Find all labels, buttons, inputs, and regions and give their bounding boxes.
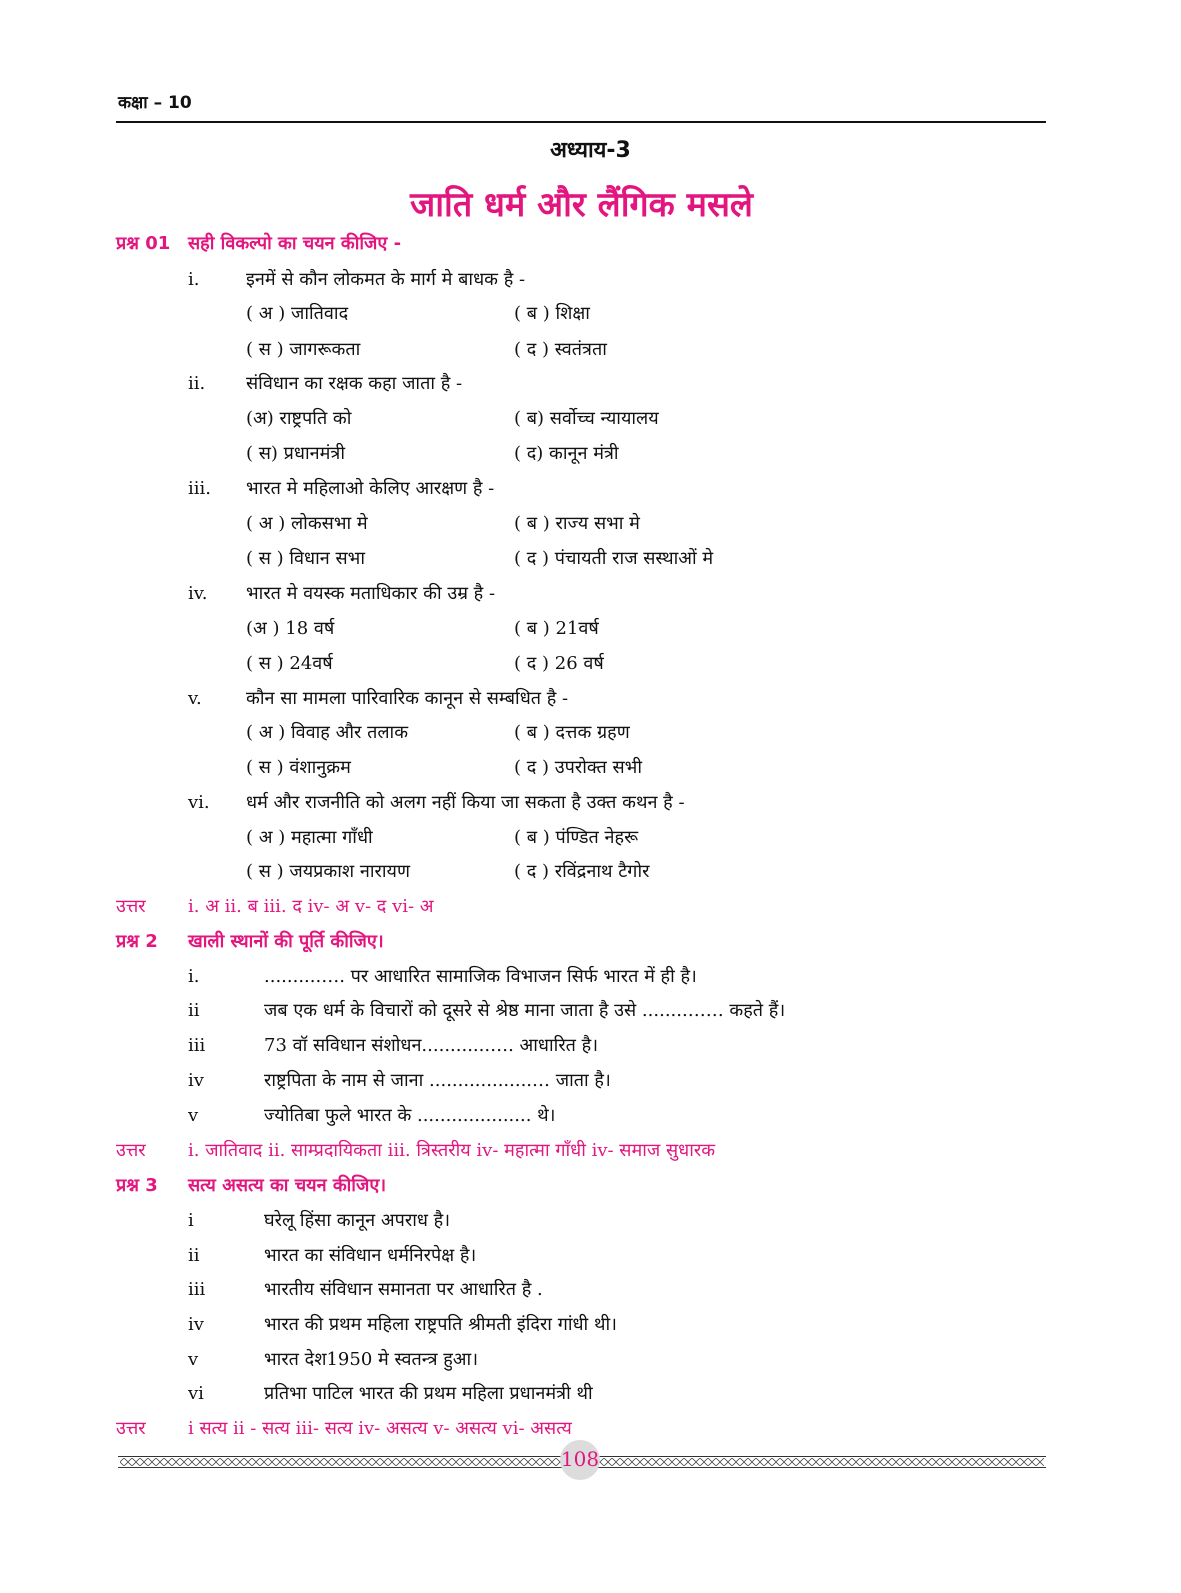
q3-item-num: iii	[188, 1279, 206, 1300]
q1-option: ( द ) उपरोक्त सभी	[514, 757, 642, 778]
q3-item-text: भारतीय संविधान समानता पर आधारित है .	[264, 1279, 543, 1300]
q3-item-text: भारत देश1950 मे स्वतन्त्र हुआ।	[264, 1349, 479, 1370]
q1-item-num: iii.	[188, 478, 211, 499]
chapter-heading: अध्याय-3	[550, 138, 631, 163]
q1-option: ( ब) सर्वोच्च न्यायालय	[514, 408, 659, 429]
q1-item-num: vi.	[188, 792, 210, 813]
q1-item-text: भारत मे वयस्क मताधिकार की उम्र है -	[246, 583, 496, 604]
q2-answer: i. जातिवाद ii. साम्प्रदायिकता iii. त्रिस्तरीय iv- महात्मा गाँधी iv- समाज सुधारक	[188, 1140, 716, 1161]
q2-item-num: v	[188, 1105, 199, 1126]
page-number: 108	[560, 1447, 600, 1471]
q3-answer-label: उत्तर	[116, 1418, 146, 1439]
q1-option: ( ब ) शिक्षा	[514, 303, 590, 324]
q3-item-text: प्रतिभा पाटिल भारत की प्रथम महिला प्रधानमंत्री थी	[264, 1383, 593, 1404]
q1-option: ( ब ) पंण्डित नेहरू	[514, 827, 639, 848]
q3-instruction: सत्य असत्य का चयन कीजिए।	[188, 1175, 387, 1196]
q1-item-num: iv.	[188, 583, 208, 604]
q1-option: ( अ ) महात्मा गाँधी	[246, 827, 373, 848]
q1-option: ( अ ) लोकसभा मे	[246, 513, 368, 534]
q1-option: ( स ) जयप्रकाश नारायण	[246, 861, 410, 882]
q1-item-num: i.	[188, 269, 200, 290]
q1-option: (अ) राष्ट्रपति को	[246, 408, 352, 429]
q1-option: ( द ) 26 वर्ष	[514, 653, 604, 674]
q1-answer: i. अ ii. ब iii. द iv- अ v- द vi- अ	[188, 896, 434, 917]
q2-instruction: खाली स्थानों की पूर्ति कीजिए।	[188, 931, 384, 952]
q1-option: ( स) प्रधानमंत्री	[246, 443, 345, 464]
q3-item-num: i	[188, 1210, 194, 1231]
q1-item-text: कौन सा मामला पारिवारिक कानून से सम्बधित है -	[246, 688, 569, 709]
q1-option: ( द ) रविंद्रनाथ टैगोर	[514, 861, 650, 882]
q3-item-text: भारत की प्रथम महिला राष्ट्रपति श्रीमती इंदिरा गांधी थी।	[264, 1314, 617, 1335]
q1-item-text: भारत मे महिलाओ केलिए आरक्षण है -	[246, 478, 495, 499]
q1-option: ( अ ) जातिवाद	[246, 303, 349, 324]
q2-item-text: 73 वॉ सविधान संशोधन............…. आधारित है।	[264, 1035, 599, 1056]
q2-item-num: i.	[188, 966, 200, 987]
q2-answer-label: उत्तर	[116, 1140, 146, 1161]
q3-item-num: v	[188, 1349, 199, 1370]
q1-option: ( स ) 24वर्ष	[246, 653, 333, 674]
q1-option: ( द) कानून मंत्री	[514, 443, 619, 464]
q1-option: (अ ) 18 वर्ष	[246, 618, 335, 639]
q1-option: ( स ) वंशानुक्रम	[246, 757, 351, 778]
q3-item-text: घरेलू हिंसा कानून अपराध है।	[264, 1210, 451, 1231]
q1-option: ( द ) पंचायती राज सस्थाओं मे	[514, 548, 714, 569]
class-label: कक्षा – 10	[118, 93, 192, 113]
q1-item-num: v.	[188, 688, 202, 709]
q2-item-text: राष्ट्रपिता के नाम से जाना ..................… जाता है।	[264, 1070, 611, 1091]
q1-item-text: संविधान का रक्षक कहा जाता है -	[246, 373, 463, 394]
page-title: जाति धर्म और लैंगिक मसले	[410, 185, 753, 225]
q2-item-num: ii	[188, 1000, 200, 1021]
q3-item-num: vi	[188, 1383, 204, 1404]
q3-item-num: iv	[188, 1314, 204, 1335]
q1-answer-label: उत्तर	[116, 896, 146, 917]
q2-label: प्रश्न 2	[116, 931, 158, 952]
q1-option: ( ब ) 21वर्ष	[514, 618, 599, 639]
q3-item-text: भारत का संविधान धर्मनिरपेक्ष है।	[264, 1245, 477, 1266]
q2-item-text: जब एक धर्म के विचारों को दूसरे से श्रेष्ठ माना जाता है उसे ........…… कहते हैं।	[264, 1000, 786, 1021]
q1-option: ( ब ) राज्य सभा मे	[514, 513, 640, 534]
q1-option: ( स ) जागरूकता	[246, 339, 361, 360]
q1-option: ( स ) विधान सभा	[246, 548, 365, 569]
q1-item-text: धर्म और राजनीति को अलग नहीं किया जा सकता है उक्त कथन है -	[246, 792, 685, 813]
q3-answer: i सत्य ii - सत्य iii- सत्य iv- असत्य v- असत्य vi- असत्य	[188, 1418, 572, 1439]
q1-option: ( ब ) दत्तक ग्रहण	[514, 722, 630, 743]
q3-label: प्रश्न 3	[116, 1175, 158, 1196]
q2-item-text: ज्योतिबा फुले भारत के .................... थे।	[264, 1105, 556, 1126]
q2-item-num: iv	[188, 1070, 204, 1091]
q1-instruction: सही विकल्पो का चयन कीजिए -	[188, 233, 402, 254]
q1-label: प्रश्न 01	[116, 233, 171, 254]
q2-item-num: iii	[188, 1035, 206, 1056]
q2-item-text: ..........…. पर आधारित सामाजिक विभाजन सिर्फ भारत में ही है।	[264, 966, 697, 987]
q1-item-text: इनमें से कौन लोकमत के मार्ग मे बाधक है -	[246, 269, 526, 290]
q1-option: ( द ) स्वतंत्रता	[514, 339, 607, 360]
q1-item-num: ii.	[188, 373, 206, 394]
header-rule	[116, 121, 1046, 123]
q1-option: ( अ ) विवाह और तलाक	[246, 722, 409, 743]
q3-item-num: ii	[188, 1245, 200, 1266]
